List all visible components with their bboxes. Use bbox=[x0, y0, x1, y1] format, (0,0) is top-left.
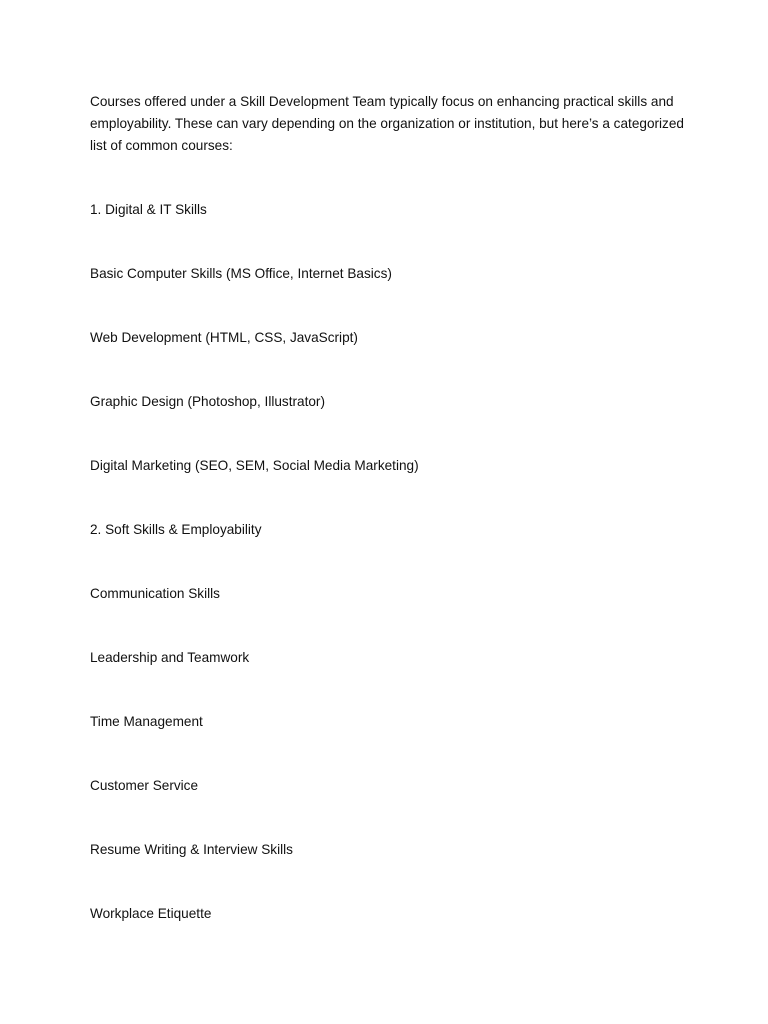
list-item: Resume Writing & Interview Skills bbox=[90, 842, 293, 857]
list-item: Digital Marketing (SEO, SEM, Social Media Marketing) bbox=[90, 458, 419, 473]
list-item: Graphic Design (Photoshop, Illustrator) bbox=[90, 394, 325, 409]
document-body bbox=[90, 91, 690, 921]
list-item: Time Management bbox=[90, 714, 203, 729]
list-item: Customer Service bbox=[90, 778, 199, 793]
intro-paragraph: Courses offered under a Skill Development Team typically focus on enhancing practical skills and employability. These can vary depending on the organization or institution, but here’s a categorized list of common courses: bbox=[90, 94, 684, 153]
list-item: Leadership and Teamwork bbox=[90, 650, 250, 665]
list-item: Web Development (HTML, CSS, JavaScript) bbox=[90, 330, 358, 345]
section-heading-soft-skills: 2. Soft Skills & Employability bbox=[90, 522, 262, 537]
section-heading-digital-it: 1. Digital & IT Skills bbox=[90, 202, 207, 217]
list-item: Communication Skills bbox=[90, 586, 220, 601]
list-item: Workplace Etiquette bbox=[90, 906, 212, 921]
list-item: Basic Computer Skills (MS Office, Internet Basics) bbox=[90, 266, 392, 281]
